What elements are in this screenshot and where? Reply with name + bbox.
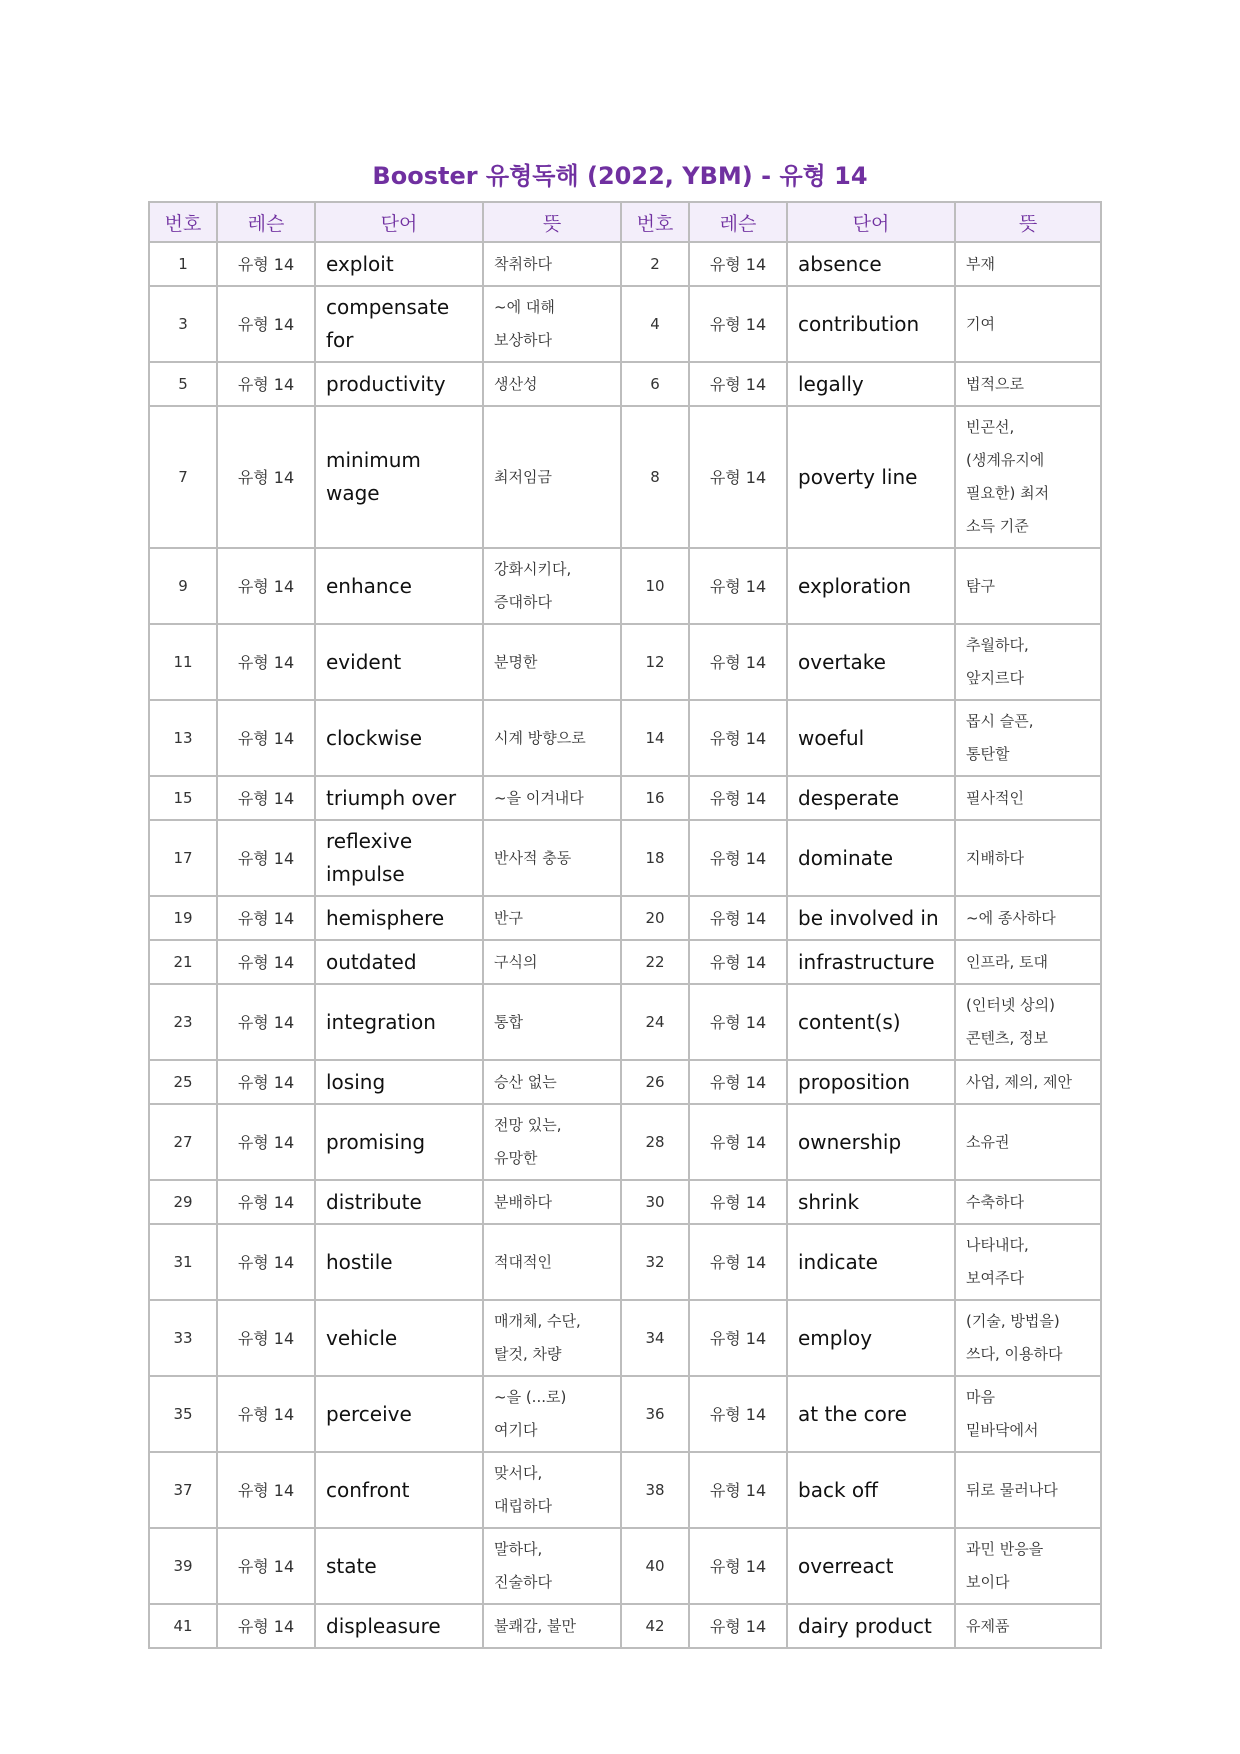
- row-number: 9: [149, 548, 217, 624]
- row-meaning: 분명한: [483, 624, 621, 700]
- row-lesson-2: 유형 14: [689, 1224, 787, 1300]
- row-word-2: absence: [787, 242, 955, 286]
- row-meaning: 반구: [483, 896, 621, 940]
- row-word: perceive: [315, 1376, 483, 1452]
- row-number-2: 10: [621, 548, 689, 624]
- row-word-2: overtake: [787, 624, 955, 700]
- row-meaning: 적대적인: [483, 1224, 621, 1300]
- row-word-2: back off: [787, 1452, 955, 1528]
- row-meaning: ~에 대해 보상하다: [483, 286, 621, 362]
- table-row: [149, 1224, 1101, 1300]
- row-meaning-2: (기술, 방법을) 쓰다, 이용하다: [955, 1300, 1101, 1376]
- row-meaning-2: 인프라, 토대: [955, 940, 1101, 984]
- row-meaning: ~을 (...로) 여기다: [483, 1376, 621, 1452]
- row-lesson: 유형 14: [217, 1060, 315, 1104]
- row-word-2: indicate: [787, 1224, 955, 1300]
- row-number-2: 42: [621, 1604, 689, 1648]
- row-word: distribute: [315, 1180, 483, 1224]
- row-word-2: content(s): [787, 984, 955, 1060]
- row-number-2: 4: [621, 286, 689, 362]
- row-meaning: 최저임금: [483, 406, 621, 548]
- row-meaning-2: 빈곤선, (생계유지에 필요한) 최저 소득 기준: [955, 406, 1101, 548]
- table-row: [149, 362, 1101, 406]
- row-number: 27: [149, 1104, 217, 1180]
- row-number-2: 14: [621, 700, 689, 776]
- header-number-2: 번호: [621, 202, 689, 242]
- row-number: 11: [149, 624, 217, 700]
- header-word: 단어: [315, 202, 483, 242]
- row-number-2: 22: [621, 940, 689, 984]
- row-word: outdated: [315, 940, 483, 984]
- row-meaning-2: 추월하다, 앞지르다: [955, 624, 1101, 700]
- row-number: 25: [149, 1060, 217, 1104]
- row-meaning-2: 탐구: [955, 548, 1101, 624]
- table-row: [149, 896, 1101, 940]
- row-lesson: 유형 14: [217, 362, 315, 406]
- table-row: [149, 242, 1101, 286]
- row-number: 35: [149, 1376, 217, 1452]
- row-word: clockwise: [315, 700, 483, 776]
- table-row: [149, 1300, 1101, 1376]
- row-number-2: 38: [621, 1452, 689, 1528]
- row-lesson-2: 유형 14: [689, 286, 787, 362]
- row-lesson-2: 유형 14: [689, 1528, 787, 1604]
- row-word: confront: [315, 1452, 483, 1528]
- row-lesson-2: 유형 14: [689, 1060, 787, 1104]
- row-word: hemisphere: [315, 896, 483, 940]
- row-lesson: 유형 14: [217, 1300, 315, 1376]
- row-meaning: 통합: [483, 984, 621, 1060]
- row-lesson-2: 유형 14: [689, 820, 787, 896]
- row-number: 33: [149, 1300, 217, 1376]
- table-row: [149, 1060, 1101, 1104]
- table-row: [149, 1104, 1101, 1180]
- row-meaning-2: 소유권: [955, 1104, 1101, 1180]
- table-row: [149, 1452, 1101, 1528]
- row-meaning: 구식의: [483, 940, 621, 984]
- row-word-2: overreact: [787, 1528, 955, 1604]
- row-meaning-2: 기여: [955, 286, 1101, 362]
- row-meaning-2: 사업, 제의, 제안: [955, 1060, 1101, 1104]
- row-number: 3: [149, 286, 217, 362]
- table-header-row: [149, 202, 1101, 242]
- row-number: 21: [149, 940, 217, 984]
- row-word: enhance: [315, 548, 483, 624]
- row-word: productivity: [315, 362, 483, 406]
- row-lesson: 유형 14: [217, 1604, 315, 1648]
- row-meaning: 말하다, 진술하다: [483, 1528, 621, 1604]
- row-meaning: 맞서다, 대립하다: [483, 1452, 621, 1528]
- row-lesson: 유형 14: [217, 896, 315, 940]
- row-lesson-2: 유형 14: [689, 1452, 787, 1528]
- row-lesson: 유형 14: [217, 776, 315, 820]
- row-meaning: 강화시키다, 증대하다: [483, 548, 621, 624]
- row-lesson: 유형 14: [217, 820, 315, 896]
- row-meaning: 착취하다: [483, 242, 621, 286]
- row-number-2: 26: [621, 1060, 689, 1104]
- row-lesson: 유형 14: [217, 1104, 315, 1180]
- row-meaning: ~을 이겨내다: [483, 776, 621, 820]
- row-lesson: 유형 14: [217, 406, 315, 548]
- row-number: 1: [149, 242, 217, 286]
- row-number-2: 34: [621, 1300, 689, 1376]
- row-meaning-2: 나타내다, 보여주다: [955, 1224, 1101, 1300]
- row-lesson-2: 유형 14: [689, 1180, 787, 1224]
- row-number-2: 16: [621, 776, 689, 820]
- row-word-2: ownership: [787, 1104, 955, 1180]
- row-lesson-2: 유형 14: [689, 700, 787, 776]
- row-lesson-2: 유형 14: [689, 1300, 787, 1376]
- table-row: [149, 700, 1101, 776]
- row-meaning-2: 필사적인: [955, 776, 1101, 820]
- row-meaning-2: 부재: [955, 242, 1101, 286]
- row-word: triumph over: [315, 776, 483, 820]
- row-word-2: poverty line: [787, 406, 955, 548]
- row-meaning-2: ~에 종사하다: [955, 896, 1101, 940]
- row-number: 31: [149, 1224, 217, 1300]
- row-lesson-2: 유형 14: [689, 242, 787, 286]
- row-meaning-2: 몹시 슬픈, 통탄할: [955, 700, 1101, 776]
- row-lesson: 유형 14: [217, 700, 315, 776]
- row-lesson-2: 유형 14: [689, 548, 787, 624]
- row-lesson-2: 유형 14: [689, 362, 787, 406]
- header-word-2: 단어: [787, 202, 955, 242]
- row-meaning-2: 유제품: [955, 1604, 1101, 1648]
- row-lesson-2: 유형 14: [689, 776, 787, 820]
- row-lesson: 유형 14: [217, 286, 315, 362]
- row-word-2: be involved in: [787, 896, 955, 940]
- row-number-2: 12: [621, 624, 689, 700]
- table-row: [149, 1604, 1101, 1648]
- table-row: [149, 548, 1101, 624]
- row-meaning: 매개체, 수단, 탈것, 차량: [483, 1300, 621, 1376]
- row-lesson-2: 유형 14: [689, 1376, 787, 1452]
- row-lesson-2: 유형 14: [689, 984, 787, 1060]
- row-number: 37: [149, 1452, 217, 1528]
- row-meaning: 반사적 충동: [483, 820, 621, 896]
- row-number: 23: [149, 984, 217, 1060]
- row-meaning: 승산 없는: [483, 1060, 621, 1104]
- table-row: [149, 776, 1101, 820]
- document-title: Booster 유형독해 (2022, YBM) - 유형 14: [372, 162, 868, 190]
- row-meaning: 시계 방향으로: [483, 700, 621, 776]
- vocabulary-table: [148, 201, 1102, 1649]
- row-number-2: 32: [621, 1224, 689, 1300]
- row-word-2: exploration: [787, 548, 955, 624]
- table-row: [149, 1180, 1101, 1224]
- row-word: exploit: [315, 242, 483, 286]
- row-word-2: shrink: [787, 1180, 955, 1224]
- row-meaning-2: 마음 밑바닥에서: [955, 1376, 1101, 1452]
- table-row: [149, 286, 1101, 362]
- row-number-2: 24: [621, 984, 689, 1060]
- table-row: [149, 820, 1101, 896]
- row-lesson-2: 유형 14: [689, 624, 787, 700]
- row-word-2: dairy product: [787, 1604, 955, 1648]
- row-number-2: 28: [621, 1104, 689, 1180]
- row-word-2: desperate: [787, 776, 955, 820]
- table-row: [149, 984, 1101, 1060]
- row-meaning: 생산성: [483, 362, 621, 406]
- header-number: 번호: [149, 202, 217, 242]
- row-number-2: 2: [621, 242, 689, 286]
- row-lesson: 유형 14: [217, 1376, 315, 1452]
- row-word: evident: [315, 624, 483, 700]
- row-lesson: 유형 14: [217, 624, 315, 700]
- row-number-2: 30: [621, 1180, 689, 1224]
- row-number: 29: [149, 1180, 217, 1224]
- row-number: 15: [149, 776, 217, 820]
- row-word: vehicle: [315, 1300, 483, 1376]
- row-word: compensate for: [315, 286, 483, 362]
- row-number: 17: [149, 820, 217, 896]
- row-lesson-2: 유형 14: [689, 940, 787, 984]
- row-word: minimum wage: [315, 406, 483, 548]
- row-number: 41: [149, 1604, 217, 1648]
- row-meaning: 불쾌감, 불만: [483, 1604, 621, 1648]
- row-word-2: infrastructure: [787, 940, 955, 984]
- row-word: displeasure: [315, 1604, 483, 1648]
- row-meaning-2: (인터넷 상의) 콘텐츠, 정보: [955, 984, 1101, 1060]
- row-lesson: 유형 14: [217, 548, 315, 624]
- row-number: 7: [149, 406, 217, 548]
- row-word-2: employ: [787, 1300, 955, 1376]
- row-word-2: woeful: [787, 700, 955, 776]
- row-number: 19: [149, 896, 217, 940]
- row-word-2: dominate: [787, 820, 955, 896]
- header-meaning-2: 뜻: [955, 202, 1101, 242]
- row-meaning: 전망 있는, 유망한: [483, 1104, 621, 1180]
- row-word: state: [315, 1528, 483, 1604]
- row-number: 39: [149, 1528, 217, 1604]
- row-lesson: 유형 14: [217, 984, 315, 1060]
- table-row: [149, 406, 1101, 548]
- row-number: 13: [149, 700, 217, 776]
- row-lesson-2: 유형 14: [689, 406, 787, 548]
- row-meaning-2: 법적으로: [955, 362, 1101, 406]
- row-meaning-2: 수축하다: [955, 1180, 1101, 1224]
- row-lesson: 유형 14: [217, 1452, 315, 1528]
- row-lesson: 유형 14: [217, 940, 315, 984]
- row-number-2: 6: [621, 362, 689, 406]
- row-lesson: 유형 14: [217, 1528, 315, 1604]
- row-word-2: at the core: [787, 1376, 955, 1452]
- table-row: [149, 624, 1101, 700]
- header-meaning: 뜻: [483, 202, 621, 242]
- table-row: [149, 940, 1101, 984]
- row-meaning-2: 지배하다: [955, 820, 1101, 896]
- row-word: reflexive impulse: [315, 820, 483, 896]
- row-word: losing: [315, 1060, 483, 1104]
- row-word: promising: [315, 1104, 483, 1180]
- row-lesson-2: 유형 14: [689, 1104, 787, 1180]
- row-number-2: 8: [621, 406, 689, 548]
- row-word: hostile: [315, 1224, 483, 1300]
- table-row: [149, 1376, 1101, 1452]
- row-lesson: 유형 14: [217, 242, 315, 286]
- row-lesson-2: 유형 14: [689, 896, 787, 940]
- header-lesson-2: 레슨: [689, 202, 787, 242]
- row-word-2: contribution: [787, 286, 955, 362]
- row-number-2: 40: [621, 1528, 689, 1604]
- row-word: integration: [315, 984, 483, 1060]
- header-lesson: 레슨: [217, 202, 315, 242]
- row-number-2: 18: [621, 820, 689, 896]
- row-lesson-2: 유형 14: [689, 1604, 787, 1648]
- row-meaning-2: 과민 반응을 보이다: [955, 1528, 1101, 1604]
- table-row: [149, 1528, 1101, 1604]
- row-meaning-2: 뒤로 물러나다: [955, 1452, 1101, 1528]
- row-word-2: proposition: [787, 1060, 955, 1104]
- row-word-2: legally: [787, 362, 955, 406]
- row-meaning: 분배하다: [483, 1180, 621, 1224]
- row-number: 5: [149, 362, 217, 406]
- row-number-2: 20: [621, 896, 689, 940]
- row-lesson: 유형 14: [217, 1180, 315, 1224]
- row-lesson: 유형 14: [217, 1224, 315, 1300]
- row-number-2: 36: [621, 1376, 689, 1452]
